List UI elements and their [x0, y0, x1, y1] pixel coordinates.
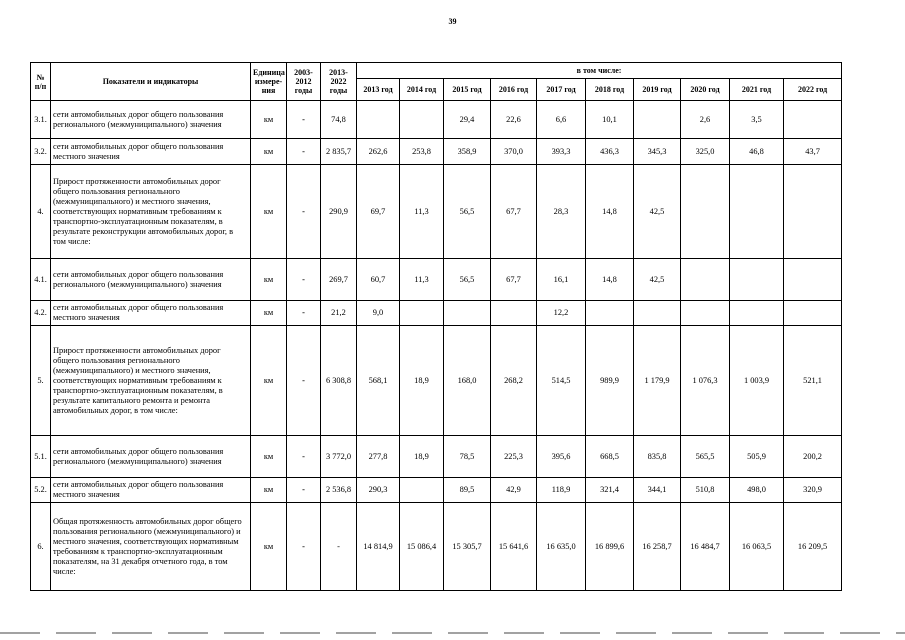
row-year-value: 9,0 — [357, 301, 400, 326]
header-including: в том числе: — [357, 63, 842, 79]
row-period-2003-2012: - — [287, 139, 321, 165]
row-year-value: 436,3 — [586, 139, 634, 165]
row-year-value: 668,5 — [586, 436, 634, 478]
header-year: 2019 год — [634, 79, 681, 101]
row-year-value: 325,0 — [681, 139, 730, 165]
row-year-value — [730, 301, 784, 326]
row-year-value — [784, 259, 842, 301]
row-year-value — [634, 301, 681, 326]
row-year-value — [444, 301, 491, 326]
row-year-value: 78,5 — [444, 436, 491, 478]
row-period-2013-2022: 3 772,0 — [321, 436, 357, 478]
row-year-value: 3,5 — [730, 101, 784, 139]
row-year-value — [784, 165, 842, 259]
header-year: 2015 год — [444, 79, 491, 101]
row-year-value: 393,3 — [537, 139, 586, 165]
row-year-value: 15 086,4 — [400, 503, 444, 591]
row-year-value: 505,9 — [730, 436, 784, 478]
row-year-value: 67,7 — [491, 259, 537, 301]
row-number: 4.2. — [31, 301, 51, 326]
row-year-value: 1 076,3 — [681, 326, 730, 436]
row-year-value: 16 484,7 — [681, 503, 730, 591]
row-year-value: 277,8 — [357, 436, 400, 478]
table-row — [31, 301, 842, 326]
row-year-value: 14,8 — [586, 259, 634, 301]
row-year-value: 67,7 — [491, 165, 537, 259]
row-year-value: 18,9 — [400, 326, 444, 436]
row-period-2013-2022: 6 308,8 — [321, 326, 357, 436]
row-year-value: 2,6 — [681, 101, 730, 139]
row-year-value: 15 305,7 — [444, 503, 491, 591]
row-year-value — [400, 101, 444, 139]
row-year-value: 10,1 — [586, 101, 634, 139]
row-period-2013-2022: 290,9 — [321, 165, 357, 259]
table-row — [31, 478, 842, 503]
row-year-value: 321,4 — [586, 478, 634, 503]
page-number: 39 — [448, 17, 457, 26]
row-period-2013-2022: 21,2 — [321, 301, 357, 326]
row-year-value: 835,8 — [634, 436, 681, 478]
row-year-value: 12,2 — [537, 301, 586, 326]
row-period-2013-2022: 269,7 — [321, 259, 357, 301]
header-year: 2021 год — [730, 79, 784, 101]
row-year-value: 14,8 — [586, 165, 634, 259]
row-year-value: 168,0 — [444, 326, 491, 436]
table-body — [31, 101, 842, 591]
row-label: Прирост протяженности автомобильных дорог общего пользования регионального (межмуниципального) и местного значения, соответствующих нормативным требованиям к транспортно-эксплуатационным показателям, в результате реконструкции автомобильных дорог, в том числе: — [51, 165, 251, 259]
row-year-value: 56,5 — [444, 259, 491, 301]
row-year-value: 262,6 — [357, 139, 400, 165]
row-period-2013-2022: 2 536,8 — [321, 478, 357, 503]
row-year-value: 28,3 — [537, 165, 586, 259]
header-unit: Единица измере- ния — [251, 63, 287, 101]
table-row — [31, 436, 842, 478]
header-year: 2014 год — [400, 79, 444, 101]
row-label: сети автомобильных дорог общего пользования местного значения — [51, 301, 251, 326]
table-row — [31, 139, 842, 165]
row-number: 3.1. — [31, 101, 51, 139]
row-year-value: 514,5 — [537, 326, 586, 436]
row-period-2013-2022: 2 835,7 — [321, 139, 357, 165]
row-unit: км — [251, 139, 287, 165]
header-period-2003-2012: 2003- 2012 годы — [287, 63, 321, 101]
row-year-value — [681, 259, 730, 301]
row-year-value — [586, 301, 634, 326]
row-period-2003-2012: - — [287, 301, 321, 326]
row-year-value — [357, 101, 400, 139]
row-year-value: 345,3 — [634, 139, 681, 165]
table-row — [31, 326, 842, 436]
row-year-value: 568,1 — [357, 326, 400, 436]
row-unit: км — [251, 326, 287, 436]
row-year-value: 225,3 — [491, 436, 537, 478]
row-year-value: 89,5 — [444, 478, 491, 503]
row-label: сети автомобильных дорог общего пользования регионального (межмуниципального) значения — [51, 436, 251, 478]
row-unit: км — [251, 259, 287, 301]
row-period-2003-2012: - — [287, 326, 321, 436]
row-period-2003-2012: - — [287, 436, 321, 478]
row-year-value: 16 209,5 — [784, 503, 842, 591]
row-year-value: 395,6 — [537, 436, 586, 478]
row-year-value: 290,3 — [357, 478, 400, 503]
row-year-value: 22,6 — [491, 101, 537, 139]
row-year-value: 43,7 — [784, 139, 842, 165]
table-row — [31, 259, 842, 301]
header-year: 2018 год — [586, 79, 634, 101]
row-year-value: 1 179,9 — [634, 326, 681, 436]
row-year-value: 16 258,7 — [634, 503, 681, 591]
row-unit: км — [251, 165, 287, 259]
row-unit: км — [251, 101, 287, 139]
table-row — [31, 101, 842, 139]
row-year-value: 1 003,9 — [730, 326, 784, 436]
row-unit: км — [251, 503, 287, 591]
row-year-value: 268,2 — [491, 326, 537, 436]
row-period-2013-2022: - — [321, 503, 357, 591]
row-year-value: 18,9 — [400, 436, 444, 478]
row-year-value: 60,7 — [357, 259, 400, 301]
row-year-value: 358,9 — [444, 139, 491, 165]
row-unit: км — [251, 301, 287, 326]
row-year-value — [400, 301, 444, 326]
row-period-2003-2012: - — [287, 259, 321, 301]
header-year: 2013 год — [357, 79, 400, 101]
row-year-value: 42,5 — [634, 259, 681, 301]
row-year-value: 510,8 — [681, 478, 730, 503]
row-year-value: 320,9 — [784, 478, 842, 503]
header-year: 2022 год — [784, 79, 842, 101]
row-year-value — [784, 101, 842, 139]
row-number: 5.1. — [31, 436, 51, 478]
row-year-value: 29,4 — [444, 101, 491, 139]
row-year-value: 14 814,9 — [357, 503, 400, 591]
row-year-value: 16 063,5 — [730, 503, 784, 591]
row-year-value — [784, 301, 842, 326]
indicators-table — [30, 62, 842, 591]
row-label: сети автомобильных дорог общего пользования местного значения — [51, 139, 251, 165]
row-year-value: 200,2 — [784, 436, 842, 478]
row-number: 4.1. — [31, 259, 51, 301]
row-label: сети автомобильных дорог общего пользования регионального (межмуниципального) значения — [51, 259, 251, 301]
row-year-value — [681, 165, 730, 259]
row-number: 4. — [31, 165, 51, 259]
row-year-value: 344,1 — [634, 478, 681, 503]
row-year-value: 11,3 — [400, 165, 444, 259]
row-year-value: 46,8 — [730, 139, 784, 165]
table-row — [31, 165, 842, 259]
row-unit: км — [251, 436, 287, 478]
header-indicator: Показатели и индикаторы — [51, 63, 251, 101]
row-number: 6. — [31, 503, 51, 591]
header-period-2013-2022: 2013- 2022 годы — [321, 63, 357, 101]
row-year-value: 42,9 — [491, 478, 537, 503]
row-number: 5.2. — [31, 478, 51, 503]
row-label: Прирост протяженности автомобильных дорог общего пользования регионального (межмуниципального) и местного значения, соответствующих нормативным требованиям к транспортно-эксплуатационным показателям, в результате капитального ремонта и ремонта автомобильных дорог, в том числе: — [51, 326, 251, 436]
row-year-value: 989,9 — [586, 326, 634, 436]
row-year-value: 16,1 — [537, 259, 586, 301]
row-period-2003-2012: - — [287, 165, 321, 259]
row-year-value — [681, 301, 730, 326]
row-number: 3.2. — [31, 139, 51, 165]
row-label: сети автомобильных дорог общего пользования местного значения — [51, 478, 251, 503]
row-year-value: 15 641,6 — [491, 503, 537, 591]
scan-edge-line — [0, 632, 905, 634]
row-period-2003-2012: - — [287, 101, 321, 139]
row-year-value — [730, 259, 784, 301]
row-year-value: 370,0 — [491, 139, 537, 165]
row-year-value: 521,1 — [784, 326, 842, 436]
row-period-2013-2022: 74,8 — [321, 101, 357, 139]
header-year: 2020 год — [681, 79, 730, 101]
row-year-value: 6,6 — [537, 101, 586, 139]
table-row — [31, 503, 842, 591]
row-label: Общая протяженность автомобильных дорог общего пользования регионального (межмуниципального) и местного значения, соответствующих нормативным требованиям к транспортно-эксплуатационным показателям, на 31 декабря отчетного года, в том числе: — [51, 503, 251, 591]
row-year-value: 69,7 — [357, 165, 400, 259]
row-number: 5. — [31, 326, 51, 436]
row-year-value: 253,8 — [400, 139, 444, 165]
row-year-value: 11,3 — [400, 259, 444, 301]
row-year-value — [730, 165, 784, 259]
header-num: № п/п — [31, 63, 51, 101]
row-period-2003-2012: - — [287, 503, 321, 591]
row-year-value — [491, 301, 537, 326]
row-year-value: 56,5 — [444, 165, 491, 259]
row-year-value: 118,9 — [537, 478, 586, 503]
header-year: 2017 год — [537, 79, 586, 101]
row-year-value: 16 899,6 — [586, 503, 634, 591]
row-year-value: 498,0 — [730, 478, 784, 503]
row-year-value — [634, 101, 681, 139]
row-period-2003-2012: - — [287, 478, 321, 503]
row-label: сети автомобильных дорог общего пользования регионального (межмуниципального) значения — [51, 101, 251, 139]
row-year-value — [400, 478, 444, 503]
row-year-value: 42,5 — [634, 165, 681, 259]
row-year-value: 565,5 — [681, 436, 730, 478]
header-year: 2016 год — [491, 79, 537, 101]
row-unit: км — [251, 478, 287, 503]
row-year-value: 16 635,0 — [537, 503, 586, 591]
